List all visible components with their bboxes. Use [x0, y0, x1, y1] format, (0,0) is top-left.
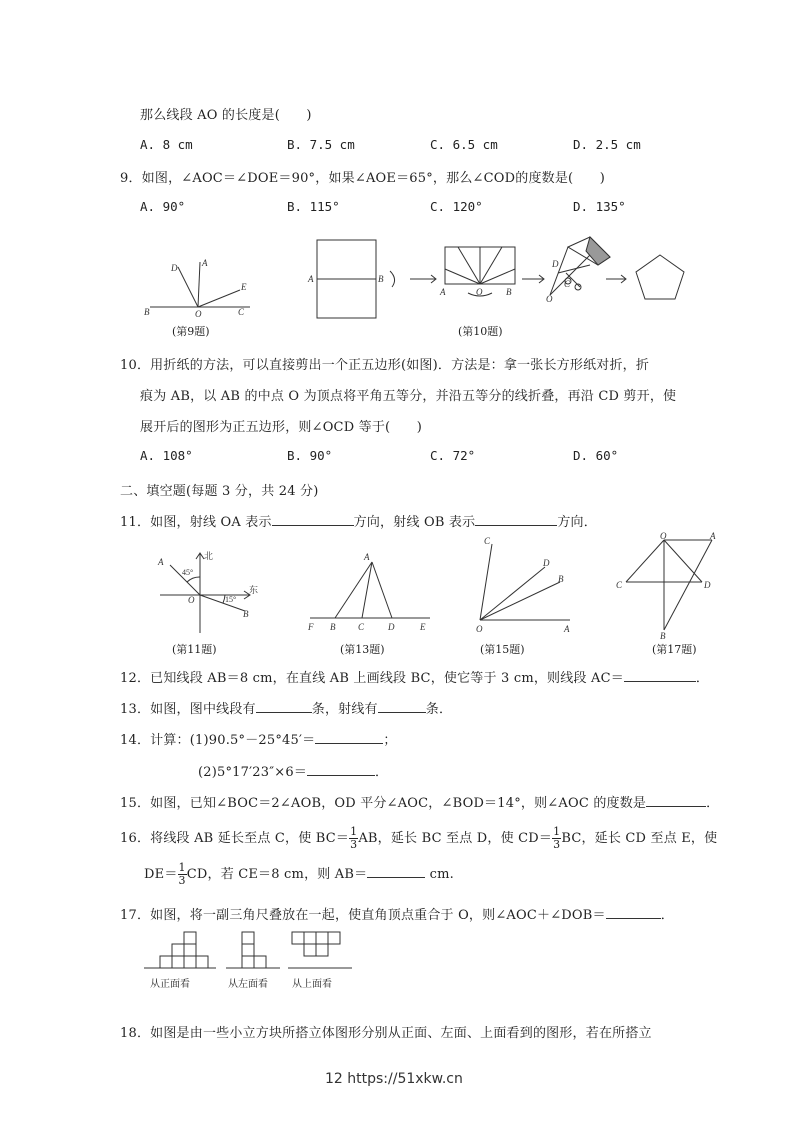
q15-figure	[470, 532, 580, 637]
q8-option-d: D. 2.5 cm	[573, 137, 641, 152]
q13-text-c: 条．	[425, 702, 453, 717]
svg-text:F: F	[308, 622, 314, 632]
q8-option-a: A. 8 cm	[140, 137, 193, 152]
svg-text:D: D	[543, 558, 550, 568]
q14-text-d: ．	[375, 765, 389, 780]
svg-text:A: A	[710, 531, 716, 541]
q8-stem: 那么线段 AO 的长度是( )	[140, 108, 312, 123]
q14-text-a: 14．计算：(1)90.5°－25°45′＝	[120, 733, 316, 748]
svg-text:E: E	[420, 622, 426, 632]
svg-text:A: A	[202, 258, 208, 268]
q15-text-a: 15．如图，已知∠BOC＝2∠AOB，OD 平分∠AOC，∠BOD＝14°，则∠AOC 的度数是	[120, 796, 647, 811]
svg-text:E: E	[241, 282, 247, 292]
q13-stem	[120, 698, 452, 717]
q18-stem: 18．如图是由一些小立方块所搭立体图形分别从正面、左面、上面看到的图形，若在所搭立	[120, 1026, 652, 1041]
q12-stem	[120, 667, 709, 686]
q16-blank[interactable]	[367, 865, 425, 878]
q10-option-c: C. 72°	[430, 448, 476, 463]
q13-caption: (第13题)	[340, 643, 385, 656]
q17-figure	[612, 530, 722, 640]
svg-text:O: O	[195, 309, 202, 319]
svg-text:A: A	[364, 552, 370, 562]
svg-text:A: A	[440, 287, 446, 297]
q16-fraction-3: $\frac{1}{3}$	[178, 861, 186, 887]
page-footer: 12 https://51xkw.cn	[325, 1071, 463, 1087]
q14-part1	[120, 729, 397, 748]
q11-blank-2[interactable]	[475, 513, 557, 526]
q18-view-top-label: 从上面看	[292, 979, 332, 990]
svg-text:O: O	[476, 624, 483, 634]
svg-text:B: B	[144, 307, 150, 317]
q15-text-b: ．	[706, 796, 720, 811]
svg-text:O: O	[476, 287, 483, 297]
svg-text:C: C	[238, 307, 245, 317]
q10-option-a: A. 108°	[140, 448, 193, 463]
q16-text-e: CD，若 CE＝8 cm，则 AB＝	[186, 867, 368, 882]
q9-option-b: B. 115°	[287, 199, 340, 214]
q15-caption: (第15题)	[480, 643, 525, 656]
q12-text-b: ．	[695, 671, 710, 686]
section-title: 二、填空题(每题 3 分，共 24 分)	[120, 484, 319, 499]
svg-text:B: B	[330, 622, 336, 632]
q16-text-f: cm.	[425, 867, 455, 882]
q13-figure	[300, 550, 435, 635]
q17-text-b: ．	[660, 908, 674, 923]
q10-figure	[300, 235, 700, 325]
q9-option-c: C. 120°	[430, 199, 483, 214]
svg-text:B: B	[506, 287, 512, 297]
q14-blank-1[interactable]	[315, 731, 383, 744]
q11-text-a: 11．如图，射线 OA 表示	[120, 515, 272, 530]
svg-text:O: O	[188, 595, 195, 605]
svg-text:B: B	[243, 609, 249, 619]
q9-option-d: D. 135°	[573, 199, 626, 214]
q16-line1	[120, 822, 717, 856]
q9-option-a: A. 90°	[140, 199, 186, 214]
q14-blank-2[interactable]	[307, 763, 375, 776]
q11-stem	[120, 511, 597, 530]
q10-option-b: B. 90°	[287, 448, 333, 463]
q12-blank[interactable]	[624, 669, 696, 682]
q12-text-a: 12．已知线段 AB＝8 cm，在直线 AB 上画线段 BC，使它等于 3 cm，则线段 AC＝	[120, 671, 624, 686]
svg-text:C: C	[616, 580, 623, 590]
q17-blank[interactable]	[606, 906, 661, 919]
svg-text:C: C	[358, 622, 365, 632]
q10-line1: 10．用折纸的方法，可以直接剪出一个正五边形(如图)．方法是：拿一张长方形纸对折，折	[120, 358, 650, 373]
svg-text:D: D	[388, 622, 395, 632]
q11-north-label: 北	[204, 551, 214, 561]
q16-text-c: BC，延长 CD 至点 E，使	[561, 831, 718, 846]
q16-fraction-1: $\frac{1}{3}$	[350, 825, 358, 851]
svg-text:A: A	[564, 624, 570, 634]
svg-text:A: A	[158, 557, 164, 567]
q13-text-b: 条，射线有	[311, 702, 378, 717]
q11-text-b: 方向，射线 OB 表示	[353, 515, 476, 530]
q16-line2	[144, 858, 454, 892]
q17-caption: (第17题)	[652, 643, 697, 656]
svg-text:O: O	[660, 531, 667, 541]
q13-blank-2[interactable]	[378, 700, 426, 713]
svg-text:A: A	[308, 274, 314, 284]
q11-text-c: 方向．	[557, 515, 597, 530]
q11-blank-1[interactable]	[272, 513, 354, 526]
q11-east-label: 东	[249, 585, 259, 595]
q18-view-front-label: 从正面看	[150, 979, 190, 990]
q15-stem	[120, 792, 719, 811]
svg-text:D: D	[171, 263, 178, 273]
q11-angle-15: 15°	[225, 595, 237, 604]
svg-text:B: B	[660, 631, 666, 640]
q9-figure	[140, 252, 260, 320]
q14-text-b: ；	[383, 733, 397, 748]
q8-option-b: B. 7.5 cm	[287, 137, 355, 152]
q17-stem	[120, 904, 674, 923]
svg-text:C: C	[484, 536, 491, 546]
q16-fraction-2: $\frac{1}{3}$	[553, 825, 561, 851]
q18-view-left-label: 从左面看	[228, 979, 268, 990]
q9-caption: (第9题)	[172, 325, 210, 338]
q8-option-c: C. 6.5 cm	[430, 137, 498, 152]
q10-line3: 展开后的图形为正五边形，则∠OCD 等于( )	[140, 420, 422, 435]
q11-angle-45: 45°	[182, 568, 194, 577]
q10-caption: (第10题)	[458, 325, 503, 338]
q15-blank[interactable]	[646, 794, 706, 807]
q13-text-a: 13．如图，图中线段有	[120, 702, 256, 717]
q13-blank-1[interactable]	[256, 700, 312, 713]
q11-figure	[145, 545, 270, 640]
svg-text:C: C	[564, 279, 571, 289]
q17-text-a: 17．如图，将一副三角尺叠放在一起，使直角顶点重合于 O，则∠AOC＋∠DOB＝	[120, 908, 606, 923]
svg-text:O: O	[546, 294, 553, 304]
svg-text:B: B	[378, 274, 384, 284]
q11-caption: (第11题)	[172, 643, 217, 656]
q10-option-d: D. 60°	[573, 448, 619, 463]
q14-text-c: (2)5°17′23″×6＝	[198, 765, 308, 780]
q9-stem: 9．如图，∠AOC＝∠DOE＝90°，如果∠AOE＝65°，那么∠COD的度数是( )	[120, 171, 605, 186]
svg-text:D: D	[704, 580, 711, 590]
svg-text:D: D	[552, 259, 559, 269]
q10-line2: 痕为 AB，以 AB 的中点 O 为顶点将平角五等分，并沿五等分的线折叠，再沿 CD 剪开，使	[140, 389, 677, 404]
q16-text-b: AB，延长 BC 至点 D，使 CD＝	[358, 831, 553, 846]
q16-text-d: DE＝	[144, 867, 178, 882]
svg-text:B: B	[558, 574, 564, 584]
q14-part2	[198, 761, 388, 780]
q16-text-a: 16．将线段 AB 延长至点 C，使 BC＝	[120, 831, 350, 846]
